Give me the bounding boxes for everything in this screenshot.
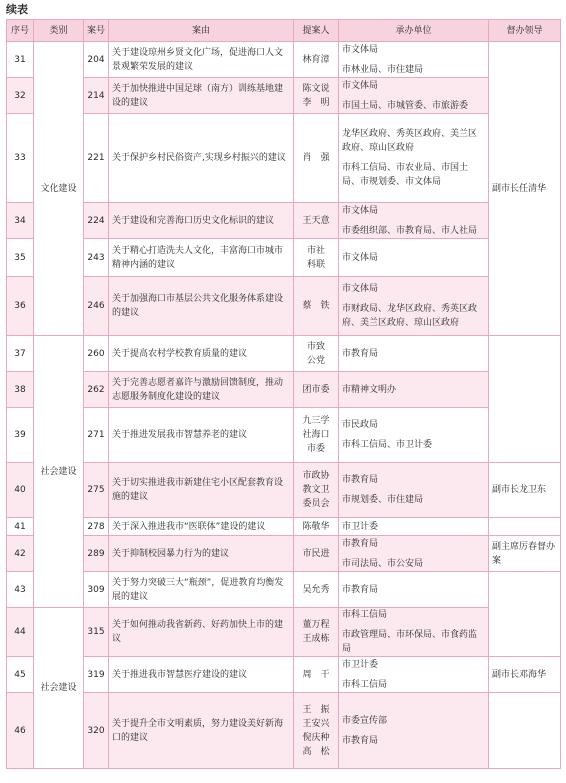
proposer-name: 教文卫	[302, 485, 330, 495]
proposer-name: 董万程	[302, 620, 330, 630]
unit-line: 市文体局	[342, 284, 379, 294]
row-reason: 关于加快推进中国足球（南方）训练基地建设的建议	[109, 78, 294, 114]
row-no: 36	[7, 277, 34, 336]
row-no: 43	[7, 572, 34, 608]
row-case-no: 278	[84, 518, 109, 536]
row-proposer	[294, 239, 339, 277]
row-reason: 关于推进我市智慧医疗建设的建议	[109, 657, 294, 693]
table-row	[7, 78, 561, 114]
row-proposer	[294, 463, 339, 518]
row-no: 33	[7, 114, 34, 203]
table-row	[7, 463, 561, 518]
table-row	[7, 42, 561, 78]
row-reason: 关于提升全市文明素质，努力建设美好新海口的建议	[109, 693, 294, 769]
proposer-name: 吴允秀	[302, 584, 330, 595]
row-reason: 关于建设和完善海口历史文化标识的建议	[109, 203, 294, 239]
row-proposer	[294, 408, 339, 463]
row-no: 46	[7, 693, 34, 769]
unit-line: 市科工信局、市卫计委	[342, 440, 433, 450]
row-proposer	[294, 536, 339, 572]
row-case-no: 319	[84, 657, 109, 693]
row-no: 34	[7, 203, 34, 239]
unit-line: 市科工信局、市农业局、市国土局、市规划委、市文体局	[342, 163, 469, 187]
row-case-no: 309	[84, 572, 109, 608]
row-reason: 关于深入推进我市“医联体”建设的建议	[109, 518, 294, 536]
row-case-no: 260	[84, 336, 109, 372]
proposer-name: 陈文说	[302, 83, 330, 94]
proposer-name: 王天意	[302, 215, 330, 226]
continued-label: 续表	[6, 3, 28, 16]
row-proposer	[294, 693, 339, 769]
unit-line: 市规划委、市住建局	[342, 495, 424, 505]
unit-line: 市科工信局	[342, 679, 388, 690]
row-proposer	[294, 372, 339, 408]
row-no: 37	[7, 336, 34, 372]
unit-line: 市精神文明办	[342, 384, 397, 395]
unit-line: 市文体局	[342, 205, 379, 216]
row-case-no: 243	[84, 239, 109, 277]
row-units	[339, 114, 489, 203]
row-no: 32	[7, 78, 34, 114]
row-units	[339, 372, 489, 408]
unit-line: 市教育局	[342, 348, 379, 359]
row-case-no: 214	[84, 78, 109, 114]
row-units	[339, 693, 489, 769]
row-case-no: 204	[84, 42, 109, 78]
proposer-name: 李 明	[302, 97, 330, 108]
row-reason: 关于努力突破三大“瓶颈”，促进教育均衡发展的建议	[109, 572, 294, 608]
row-no: 42	[7, 536, 34, 572]
table-row	[7, 372, 561, 408]
row-units	[339, 42, 489, 78]
row-proposer	[294, 608, 339, 657]
table-row	[7, 518, 561, 536]
row-reason: 关于推进发展我市智慧养老的建议	[109, 408, 294, 463]
row-units	[339, 408, 489, 463]
proposer-name: 王 振	[302, 704, 330, 715]
row-proposer	[294, 42, 339, 78]
row-units	[339, 608, 489, 657]
row-proposer	[294, 78, 339, 114]
row-units	[339, 203, 489, 239]
row-proposer	[294, 657, 339, 693]
table-row	[7, 239, 561, 277]
row-case-no: 221	[84, 114, 109, 203]
row-reason: 关于提高农村学校教育质量的建议	[109, 336, 294, 372]
leader-cell: 副市长邓海华	[489, 657, 561, 693]
unit-line: 市教育局	[342, 538, 379, 549]
table-row	[7, 608, 561, 657]
unit-line: 市委宣传部	[342, 715, 388, 726]
unit-line: 市国土局、市城管委、市旅游委	[342, 100, 469, 111]
table-row	[7, 114, 561, 203]
row-no: 39	[7, 408, 34, 463]
proposer-name: 市社	[306, 245, 325, 256]
unit-line: 市文体局	[342, 252, 379, 263]
row-reason: 关于建设琼州乡贤文化广场，促进海口人文景观繁荣发展的建议	[109, 42, 294, 78]
proposer-name: 陈敬华	[302, 521, 330, 532]
row-units	[339, 518, 489, 536]
unit-line: 市文体局	[342, 80, 379, 91]
row-units	[339, 78, 489, 114]
table-row	[7, 693, 561, 769]
row-proposer	[294, 518, 339, 536]
table-row	[7, 657, 561, 693]
row-no: 45	[7, 657, 34, 693]
category-cell: 文化建设	[34, 42, 84, 336]
row-units	[339, 536, 489, 572]
proposer-name: 委员会	[302, 499, 330, 509]
header-no: 序号	[7, 20, 34, 42]
proposer-name: 高 松	[302, 746, 330, 757]
row-no: 40	[7, 463, 34, 518]
row-units	[339, 277, 489, 336]
header-reason: 案由	[109, 20, 294, 42]
proposer-name: 市政协	[302, 471, 330, 481]
row-proposer	[294, 277, 339, 336]
leader-cell	[489, 572, 561, 657]
table-row	[7, 408, 561, 463]
unit-line: 市政管理局、市环保局、市食药监局	[342, 630, 478, 654]
proposer-name: 市民进	[302, 548, 330, 559]
row-case-no: 275	[84, 463, 109, 518]
unit-line: 市财政局、龙华区政府、秀英区政府、美兰区政府、琼山区政府	[342, 304, 478, 328]
leader-cell	[489, 693, 561, 769]
leader-cell	[489, 336, 561, 463]
unit-line: 市卫计委	[342, 521, 379, 532]
row-reason: 关于完善志愿者嘉许与激励回馈制度，推动志愿服务制度化建设的建议	[109, 372, 294, 408]
header-case: 案号	[84, 20, 109, 42]
row-no: 41	[7, 518, 34, 536]
proposer-name: 科联	[306, 259, 325, 270]
proposer-name: 九三学	[302, 416, 330, 426]
row-case-no: 271	[84, 408, 109, 463]
header-category: 类别	[34, 20, 84, 42]
proposer-name: 王安兴	[302, 718, 330, 729]
category-cell: 社会建设	[34, 608, 84, 769]
header-leader: 督办领导	[489, 20, 561, 42]
row-units	[339, 239, 489, 277]
row-no: 35	[7, 239, 34, 277]
proposer-name: 倪庆种	[302, 732, 330, 743]
proposer-name: 肖 强	[302, 153, 330, 163]
row-case-no: 315	[84, 608, 109, 657]
table-row	[7, 203, 561, 239]
unit-line: 市科工信局	[342, 610, 388, 620]
row-reason: 关于保护乡村民俗资产,实现乡村振兴的建议	[109, 114, 294, 203]
proposer-name: 林育漳	[302, 54, 330, 65]
leader-cell	[489, 518, 561, 536]
proposer-name: 市致	[306, 341, 325, 352]
row-units	[339, 336, 489, 372]
proposer-name: 周 干	[302, 669, 330, 680]
row-units	[339, 572, 489, 608]
row-proposer	[294, 114, 339, 203]
unit-line: 市司法局、市公安局	[342, 558, 424, 569]
leader-cell: 副市长任清华	[489, 42, 561, 336]
unit-line: 市民政局	[342, 420, 379, 430]
table-row	[7, 336, 561, 372]
row-reason: 关于精心打造洗夫人文化，丰富海口市城市精神内涵的建议	[109, 239, 294, 277]
proposer-name: 公党	[306, 355, 325, 366]
proposer-name: 蔡 铁	[302, 301, 330, 311]
row-case-no: 246	[84, 277, 109, 336]
proposer-name: 王成栋	[302, 634, 330, 644]
table-row	[7, 277, 561, 336]
header-row	[7, 20, 561, 42]
unit-line: 市卫计委	[342, 659, 379, 670]
row-no: 44	[7, 608, 34, 657]
unit-line: 市教育局	[342, 475, 379, 485]
proposer-name: 市委	[306, 444, 325, 454]
row-proposer	[294, 572, 339, 608]
row-proposer	[294, 336, 339, 372]
row-reason: 关于切实推进我市新建住宅小区配套教育设施的建议	[109, 463, 294, 518]
unit-line: 市教育局	[342, 584, 379, 595]
unit-line: 市委组织部、市教育局、市人社局	[342, 225, 478, 236]
unit-line: 市教育局	[342, 735, 379, 746]
proposer-name: 社海口	[302, 430, 330, 440]
unit-line: 市林业局、市住建局	[342, 64, 424, 75]
row-reason: 关于如何推动我省新药、好药加快上市的建议	[109, 608, 294, 657]
leader-cell: 副主席厉春督办案	[489, 536, 561, 572]
row-proposer	[294, 203, 339, 239]
leader-cell: 副市长龙卫东	[489, 463, 561, 518]
row-no: 31	[7, 42, 34, 78]
row-case-no: 320	[84, 693, 109, 769]
supervision-table	[6, 19, 561, 769]
header-units: 承办单位	[339, 20, 489, 42]
row-no: 38	[7, 372, 34, 408]
row-case-no: 289	[84, 536, 109, 572]
row-reason: 关于抑制校园暴力行为的建议	[109, 536, 294, 572]
row-case-no: 262	[84, 372, 109, 408]
row-case-no: 224	[84, 203, 109, 239]
unit-line: 龙华区政府、秀英区政府、美兰区政府、琼山区政府	[342, 129, 478, 153]
row-units	[339, 463, 489, 518]
proposer-name: 团市委	[302, 384, 330, 395]
table-body	[7, 42, 561, 769]
row-reason: 关于加强海口市基层公共文化服务体系建设的建议	[109, 277, 294, 336]
row-units	[339, 657, 489, 693]
header-proposer: 提案人	[294, 20, 339, 42]
category-cell: 社会建设	[34, 336, 84, 608]
unit-line: 市文体局	[342, 44, 379, 55]
table-row	[7, 572, 561, 608]
table-row	[7, 536, 561, 572]
